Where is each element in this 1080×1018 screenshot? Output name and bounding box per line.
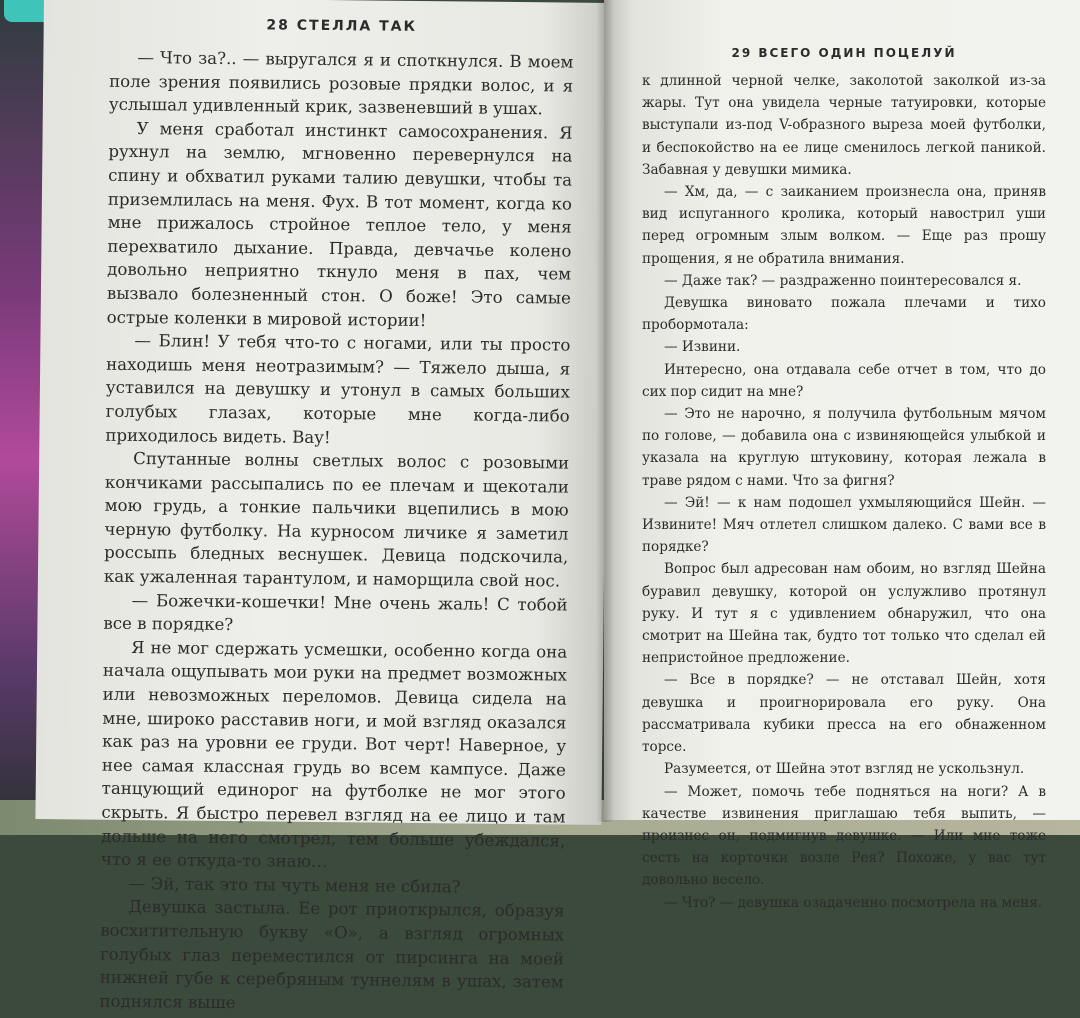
paragraph: — Эй! — к нам подошел ухмыляющийся Шейн. — Извините! Мяч отлетел слишком далеко. С вами все в порядке? [642, 494, 1046, 556]
paragraph: — Божечки-кошечки! Мне очень жаль! С тобой все в порядке? [103, 590, 568, 635]
paragraph: У меня сработал инстинкт самосохранения. Я рухнул на землю, мгновенно перевернулся на спину и обхватил руками талию девушки, чтобы та приземлилась на меня. Фух. В тот момент, когда ко мне прижалось стройное теплое тело, у меня перехватило дыхание. Правда, девчачье колено довольно неприятно ткнуло меня в пах, чем вызвало болезненный стон. О боже! Это самые острые коленки в мировой истории! [106, 118, 573, 330]
left-page [35, 0, 610, 1012]
paragraph: — Это не нарочно, я получила футбольным мячом по голове, — добавила она с извиняющейся улыбкой и указала на круглую штуковину, которая лежала в траве рядом с нами. Что за фигня? [642, 406, 1046, 489]
paragraph: — Все в порядке? — не отставал Шейн, хотя девушка и проигнорировала его руку. Она рассматривала кубики пресса на его обнаженном торсе. [642, 672, 1046, 756]
paragraph: — Что? — девушка озадаченно посмотрела на меня. [664, 894, 1043, 911]
paragraph: Девушка застыла. Ее рот приоткрылся, образуя восхитительную букву «О», а взгляд огромных голубых глаз переместился от пирсинга на моей нижней губе к серебряным туннелям в ушах, затем поднялся выше [99, 897, 565, 1012]
right-running-head: 29 ВСЕГО ОДИН ПОЦЕЛУЙ [731, 46, 957, 60]
paragraph: Девушка виновато пожала плечами и тихо пробормотала: [642, 295, 1046, 334]
right-page-text [642, 70, 1046, 914]
paragraph: Я не мог сдержать усмешки, особенно когда она начала ощупывать мои руки на предмет возможных или невозможных переломов. Девица сидела на мне, широко расставив ноги, и мой взгляд оказался как раз на уровни ее груди. Вот черт! Наверное, у нее самая классная грудь во всем кампусе. Даже танцующий единорог на футболке не мог этого скрыть. Я быстро перевел взгляд на ее лицо и там дольше на него смотрел, тем больше убеждался, что я ее откуда-то знаю… [100, 637, 568, 872]
paragraph: Интересно, она отдавала себе отчет в том, что до сих пор сидит на мне? [642, 361, 1046, 400]
paragraph: Вопрос был адресован нам обоим, но взгляд Шейна буравил девушку, которой он услужливо протянул руку. И тут я с удивлением обнаружил, что она смотрит на Шейна так, будто тот только что сделал ей непристойное предложение. [642, 561, 1046, 667]
paragraph: — Блин! У тебя что-то с ногами, или ты просто находишь меня неотразимым? — Тяжело дыша, я уставился на девушку и утонул в самых больших голубых глазах, которые мне когда-либо приходилось видеть. Вау! [105, 331, 571, 447]
book-gutter [596, 0, 614, 822]
paragraph: к длинной черной челке, заколотой заколкой из-за жары. Тут она увидела черные татуировки, которые выступали из-под V-образного выреза моей футболки, и беспокойство на ее лице сменилось легкой паникой. Забавная у девушки мимика. [642, 73, 1046, 178]
left-running-head: 28 СТЕЛЛА ТАК [266, 17, 418, 35]
paragraph: Разумеется, от Шейна этот взгляд не ускользнул. [664, 761, 1025, 778]
left-page-text [99, 46, 573, 1018]
paragraph: — Эй, так это ты чуть меня не сбила? [128, 873, 461, 897]
paragraph: — Извини. [664, 339, 741, 356]
paragraph: Спутанные волны светлых волос с розовыми кончиками рассыпались по ее плечам и щекотали мою грудь, а тонкие пальчики вцепились в мою черную футболку. На курносом личике я заметил россыпь бледных веснушек. Девица подскочила, как ужаленная тарантулом, и наморщила свой нос. [103, 449, 570, 591]
paragraph: — Может, помочь тебе подняться на ноги? А в качестве извинения приглашаю тебя выпить, — произнес он, подмигнув девушке. — Или мне тоже сесть на корточки возле Рея? Похоже, у вас тут довольно весело. [642, 783, 1046, 889]
paragraph: — Что за?.. — выругался я и споткнулся. В моем поле зрения появились розовые прядки волос, и я услышал удивленный крик, зазвеневший в ушах. [108, 48, 574, 119]
paragraph: — Хм, да, — с заиканием произнесла она, приняв вид испуганного кролика, который навострил уши перед огромным злым волком. — Еще раз прошу прощения, я не обратила внимания. [642, 184, 1046, 267]
right-page [604, 0, 1080, 911]
paragraph: — Даже так? — раздраженно поинтересовался я. [664, 272, 1022, 289]
